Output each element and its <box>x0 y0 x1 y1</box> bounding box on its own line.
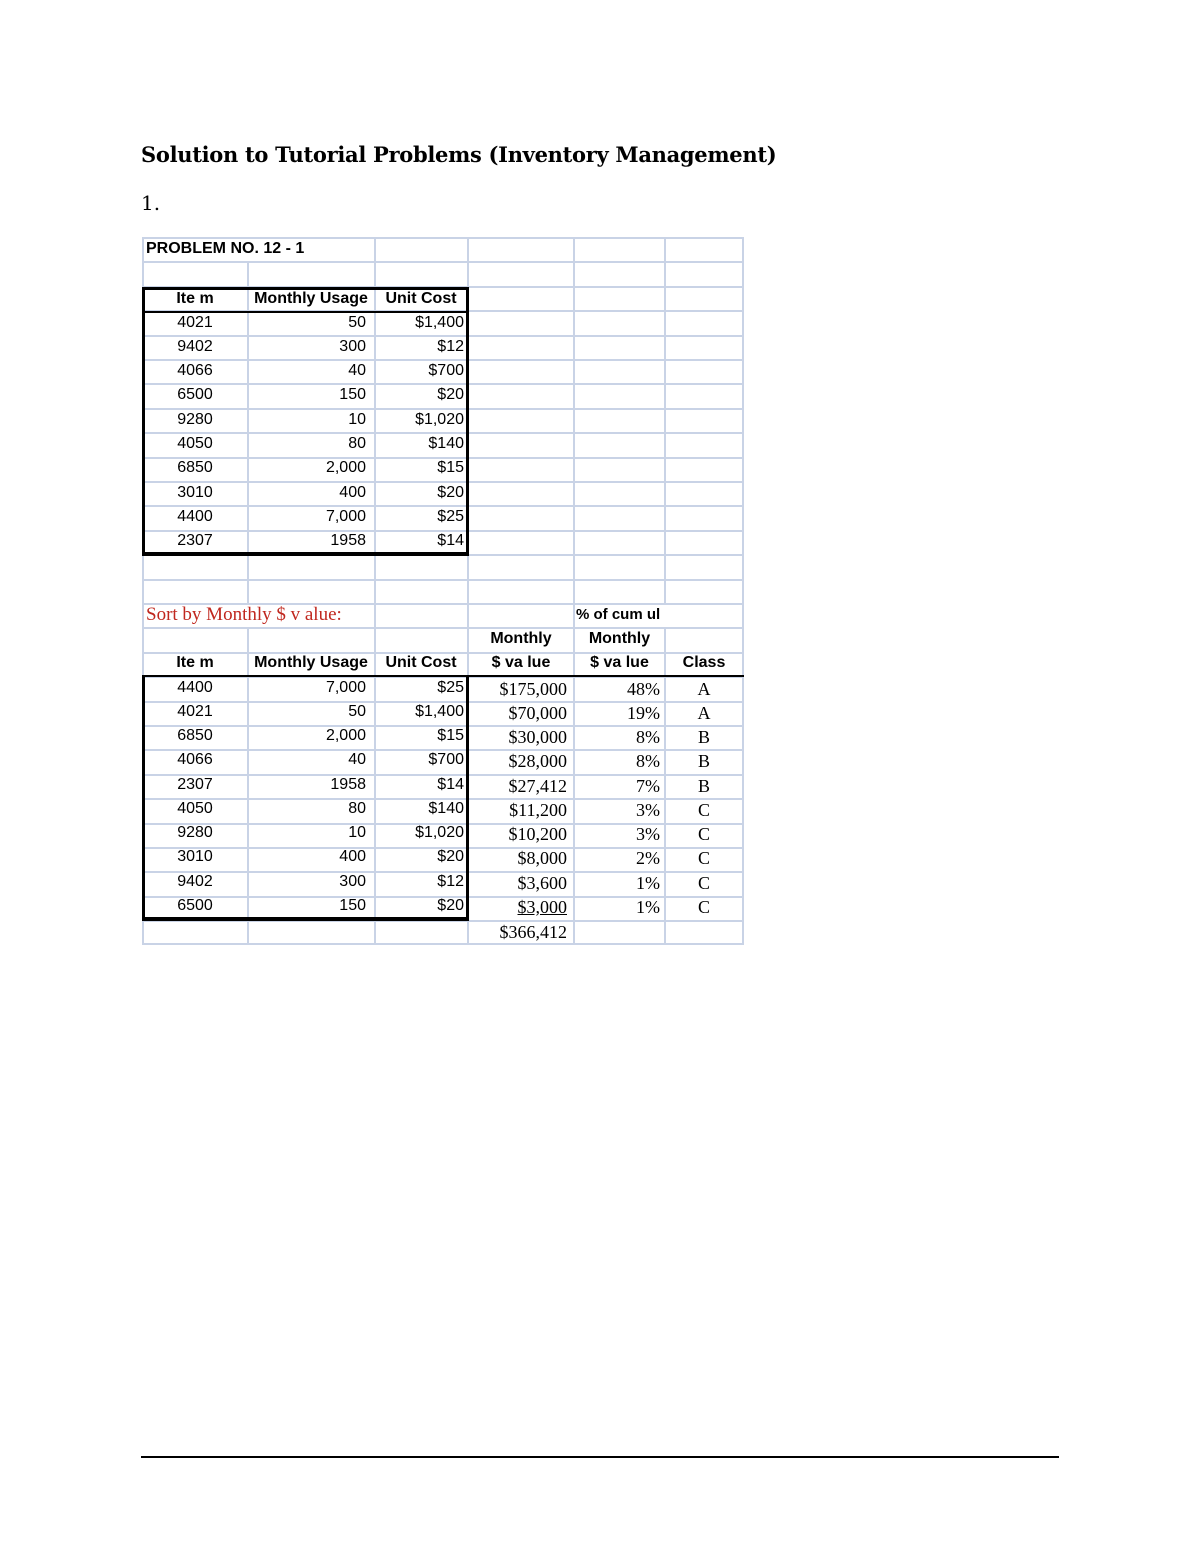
t2-class: C <box>697 897 710 917</box>
t2-pct: 8% <box>636 727 660 747</box>
t2-pct: 19% <box>627 703 660 723</box>
t1-usage: 400 <box>339 484 366 501</box>
t2-cost: $25 <box>437 679 464 696</box>
t2-pct-cumul-label: % of cum ul <box>576 606 661 623</box>
t2-cost: $20 <box>437 848 464 865</box>
t2-usage: 80 <box>348 800 366 817</box>
question-number: 1. <box>141 191 161 215</box>
t2-value: $11,200 <box>509 800 567 820</box>
t2-value: $28,000 <box>508 751 567 771</box>
t2-value: $175,000 <box>499 679 567 699</box>
t1-cost: $700 <box>428 362 464 379</box>
t1-cost: $12 <box>437 338 464 355</box>
t2-class: C <box>697 848 710 868</box>
t1-item: 4021 <box>177 314 213 331</box>
t1-usage: 10 <box>348 411 366 428</box>
t2-cost: $20 <box>437 897 464 914</box>
t2-usage: 7,000 <box>325 679 366 696</box>
t2-class: B <box>697 727 710 747</box>
t2-pct: 3% <box>636 800 660 820</box>
t1-item: 4400 <box>177 508 213 525</box>
t2-item: 3010 <box>177 848 213 865</box>
t1-item: 4066 <box>177 362 213 379</box>
t1-usage: 300 <box>339 338 366 355</box>
t2-class: C <box>697 800 710 820</box>
t1-cost: $140 <box>428 435 464 452</box>
t2-header-class: Class <box>682 654 726 671</box>
t1-item: 6500 <box>177 386 213 403</box>
sort-label: Sort by Monthly $ v alue: <box>146 604 342 625</box>
t2-header-value: $ va lue <box>491 654 551 671</box>
t2-class: C <box>697 824 710 844</box>
t2-item: 9280 <box>177 824 213 841</box>
t2-item: 4050 <box>177 800 213 817</box>
t2-cost: $15 <box>437 727 464 744</box>
t1-cost: $1,020 <box>415 411 464 428</box>
page-title: Solution to Tutorial Problems (Inventory Management) <box>141 142 777 167</box>
t2-item: 9402 <box>177 873 213 890</box>
t1-usage: 80 <box>348 435 366 452</box>
t1-usage: 1958 <box>330 532 366 549</box>
t1-item: 6850 <box>177 459 213 476</box>
t2-value: $3,600 <box>517 873 567 893</box>
t1-header-cost: Unit Cost <box>385 290 457 307</box>
t1-cost: $20 <box>437 484 464 501</box>
footer-rule <box>141 1456 1059 1458</box>
t2-item: 4021 <box>177 703 213 720</box>
t2-cost: $1,020 <box>415 824 464 841</box>
t2-pct: 1% <box>636 897 660 917</box>
t1-header-usage: Monthly Usage <box>254 290 368 307</box>
t2-header-item: Ite m <box>176 654 214 671</box>
t2-pct: 3% <box>636 824 660 844</box>
t2-value: $30,000 <box>508 727 567 747</box>
t1-usage: 50 <box>348 314 366 331</box>
t2-cost: $12 <box>437 873 464 890</box>
t2-header-pct: $ va lue <box>590 654 649 671</box>
t2-cost: $1,400 <box>415 703 464 720</box>
t1-item: 4050 <box>177 435 213 452</box>
t2-cost: $140 <box>428 800 464 817</box>
t1-item: 2307 <box>177 532 213 549</box>
t2-header-cost: Unit Cost <box>385 654 457 671</box>
t1-cost: $14 <box>437 532 464 549</box>
t2-item: 4066 <box>177 751 213 768</box>
t2-usage: 300 <box>339 873 366 890</box>
t2-item: 2307 <box>177 776 213 793</box>
t2-value: $10,200 <box>508 824 567 844</box>
t1-cost: $15 <box>437 459 464 476</box>
t2-pct: 1% <box>636 873 660 893</box>
t1-cost: $1,400 <box>415 314 464 331</box>
t2-usage: 150 <box>339 897 366 914</box>
t2-item: 6500 <box>177 897 213 914</box>
t2-value: $3,000 <box>517 897 567 917</box>
t2-class: C <box>697 873 710 893</box>
t1-cost: $25 <box>437 508 464 525</box>
t1-cost: $20 <box>437 386 464 403</box>
t2-value: $8,000 <box>517 848 567 868</box>
t1-item: 9402 <box>177 338 213 355</box>
t1-item: 3010 <box>177 484 213 501</box>
t2-usage: 10 <box>348 824 366 841</box>
t2-monthly-label-1: Monthly <box>490 630 552 647</box>
t1-usage: 2,000 <box>325 459 366 476</box>
t2-pct: 7% <box>636 776 660 796</box>
t2-pct: 48% <box>627 679 660 699</box>
t1-usage: 40 <box>348 362 366 379</box>
t2-value: $70,000 <box>508 703 567 723</box>
spreadsheet <box>142 237 744 945</box>
problem-label: PROBLEM NO. 12 - 1 <box>146 240 305 257</box>
t1-usage: 150 <box>339 386 366 403</box>
t2-pct: 8% <box>636 751 660 771</box>
t2-cost: $14 <box>437 776 464 793</box>
t1-header-item: Ite m <box>176 290 214 307</box>
t2-usage: 1958 <box>330 776 366 793</box>
t2-monthly-label-2: Monthly <box>588 630 651 647</box>
t2-pct: 2% <box>636 848 660 868</box>
t2-class: B <box>697 776 710 796</box>
t2-usage: 2,000 <box>325 727 366 744</box>
t2-usage: 50 <box>348 703 366 720</box>
t2-total-value: $366,412 <box>499 922 567 942</box>
t2-item: 4400 <box>177 679 213 696</box>
t2-class: A <box>697 679 711 699</box>
t2-item: 6850 <box>177 727 213 744</box>
t2-cost: $700 <box>428 751 464 768</box>
t2-value: $27,412 <box>508 776 567 796</box>
t2-header-usage: Monthly Usage <box>254 654 368 671</box>
t2-usage: 400 <box>339 848 366 865</box>
t2-class: B <box>697 751 710 771</box>
t1-usage: 7,000 <box>325 508 366 525</box>
t1-item: 9280 <box>177 411 213 428</box>
t2-class: A <box>697 703 711 723</box>
t2-usage: 40 <box>348 751 366 768</box>
